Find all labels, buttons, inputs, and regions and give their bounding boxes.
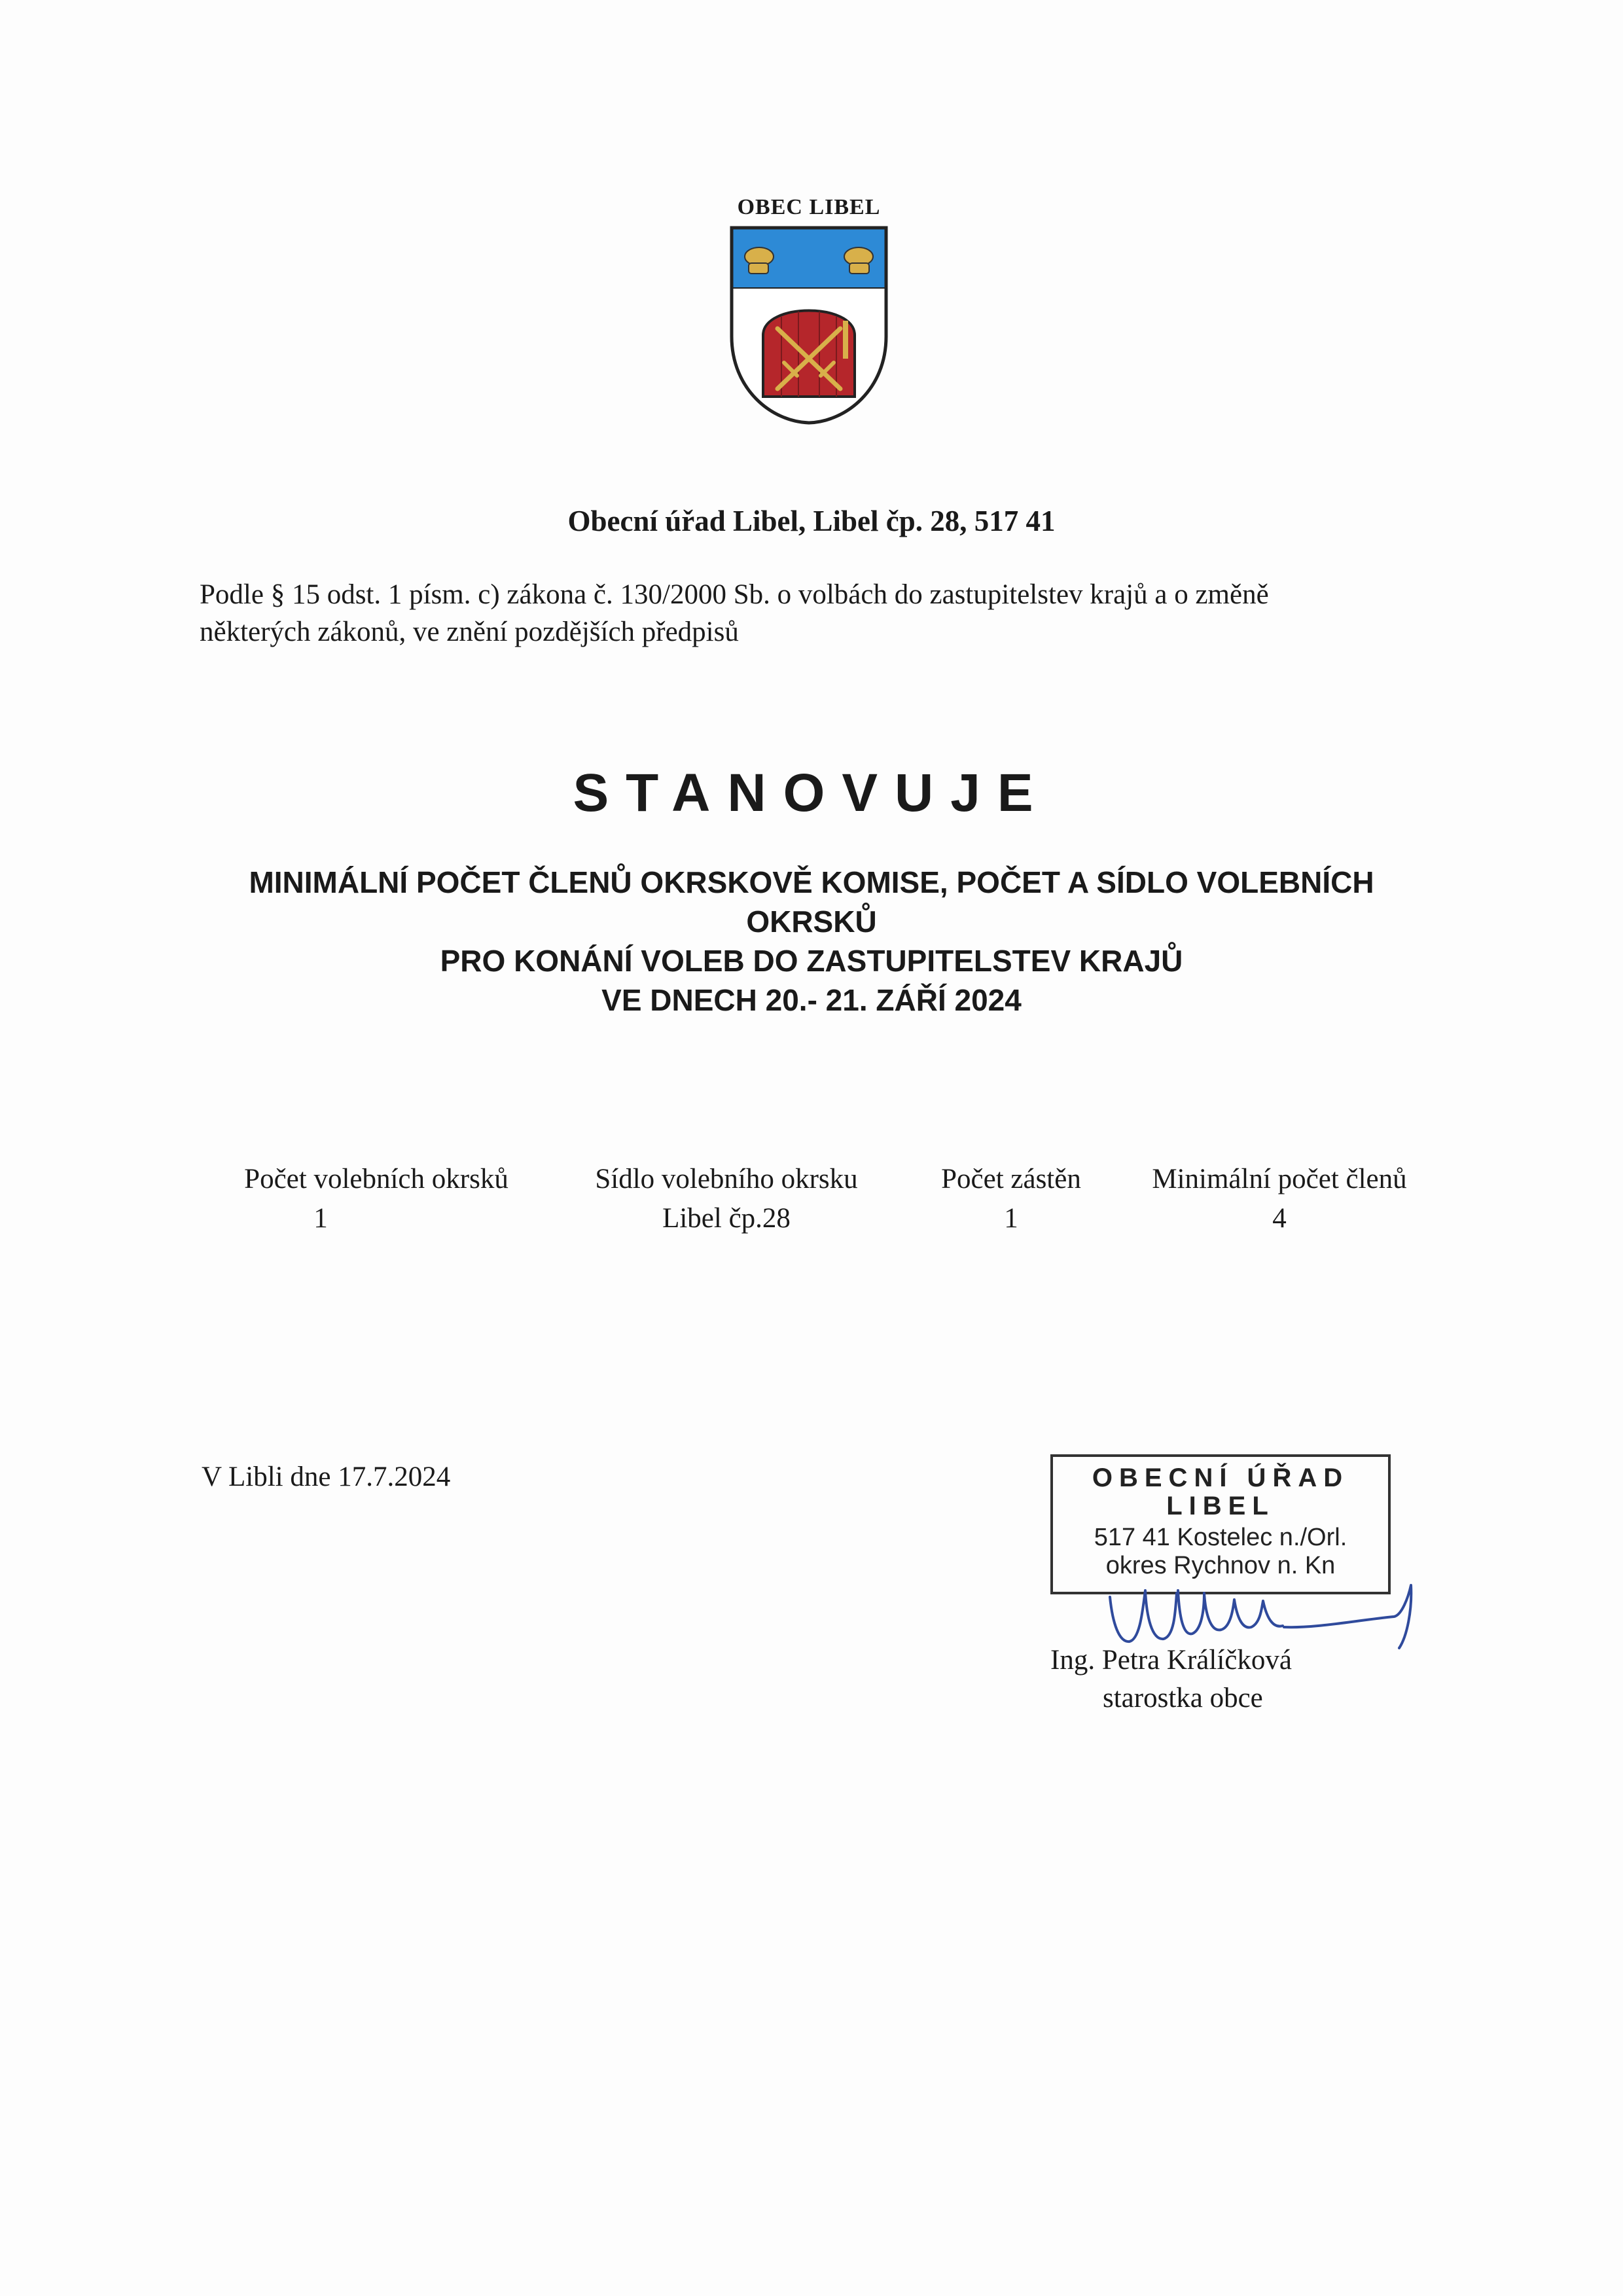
table-column-seat — [569, 1160, 883, 1238]
table-column-members — [1122, 1160, 1436, 1238]
stamp-line-1: OBECNÍ ÚŘAD — [1092, 1463, 1349, 1492]
legal-basis-line-1: Podle § 15 odst. 1 písm. c) zákona č. 130/2000 Sb. o volbách do zastupitelstev krajů a o změně — [200, 579, 1269, 610]
table-column-districts — [216, 1160, 537, 1238]
place-and-date: V Libli dne 17.7.2024 — [202, 1462, 451, 1492]
signer-name: Ing. Petra Králíčková — [1050, 1645, 1292, 1676]
municipal-crest — [724, 195, 894, 431]
stamp-line-2: LIBEL — [1166, 1492, 1275, 1520]
coat-of-arms-icon — [729, 225, 889, 425]
legal-basis-line-2: některých zákonů, ve znění pozdějších předpisů — [200, 617, 739, 647]
column-header: Sídlo volebního okrsku — [595, 1164, 858, 1194]
document-subheading — [157, 863, 1466, 1020]
column-header: Počet volebních okrsků — [244, 1164, 508, 1194]
subheading-line-3: PRO KONÁNÍ VOLEB DO ZASTUPITELSTEV KRAJŮ — [440, 944, 1183, 978]
column-value: 4 — [1272, 1203, 1287, 1234]
stamp-line-3: 517 41 Kostelec n./Orl. — [1094, 1524, 1347, 1551]
subheading-line-4: VE DNECH 20.- 21. ZÁŘÍ 2024 — [601, 983, 1022, 1017]
column-header: Minimální počet členů — [1152, 1164, 1407, 1194]
table-column-screens — [913, 1160, 1109, 1238]
subheading-line-2: OKRSKŮ — [746, 905, 877, 939]
column-value: Libel čp.28 — [662, 1203, 791, 1234]
subheading-line-1: MINIMÁLNÍ POČET ČLENŮ OKRSKOVĚ KOMISE, POČET A SÍDLO VOLEBNÍCH — [249, 865, 1374, 899]
legal-basis — [200, 576, 1443, 651]
stamp-line-4: okres Rychnov n. Kn — [1105, 1552, 1336, 1579]
office-address: Obecní úřad Libel, Libel čp. 28, 517 41 — [567, 505, 1056, 537]
column-value: 1 — [313, 1203, 328, 1234]
column-value: 1 — [1004, 1203, 1018, 1234]
column-header: Počet zástěn — [941, 1164, 1081, 1194]
document-heading: STANOVUJE — [573, 763, 1050, 823]
signer-role: starostka obce — [1103, 1683, 1263, 1713]
crest-title: OBEC LIBEL — [737, 195, 881, 219]
